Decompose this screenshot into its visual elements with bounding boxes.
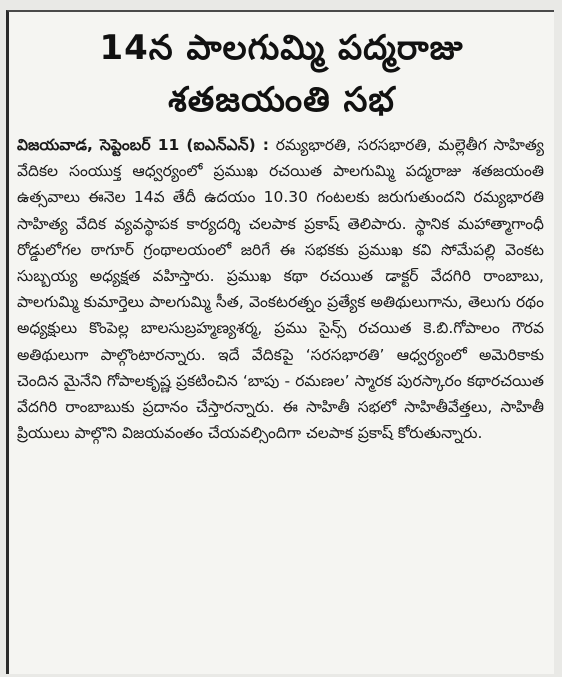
article-body	[17, 132, 544, 446]
headline	[9, 12, 554, 126]
headline-line-2: శతజయంతి సభ	[168, 80, 395, 120]
article-dateline: విజయవాడ, సెప్టెంబర్ 11 (ఐఎన్ఎన్) :	[17, 136, 270, 154]
article-text: రమ్యభారతి, సరసభారతి, మల్లెతీగ సాహిత్య వేదికల సంయుక్త ఆధ్వర్యంలో ప్రముఖ రచయిత పాలగుమ్మి పద్మరాజు శతజయంతి ఉత్సవాలు ఈనెల 14వ తేదీ ఉదయం 10.30 గంటలకు జరుగుతుందని రమ్యభారతి సాహిత్య వేదిక వ్యవస్థాపక కార్యదర్శి చలపాక ప్రకాష్ తెలిపారు. స్థానిక మహాత్మాగాంధీ రోడ్డులోగల ఠాగూర్ గ్రంథాలయంలో జరిగే ఈ సభకకు ప్రముఖ కవి సోమేపల్లి వెంకట సుబ్బయ్య అధ్యక్షత వహిస్తారు. ప్రముఖ కథా రచయిత డాక్టర్ వేదగిరి రాంబాబు, పాలగుమ్మి కుమార్తెలు పాలగుమ్మి సీత, వెంకటరత్నం ప్రత్యేక అతిథులుగాను, తెలుగు రథం అధ్యక్షులు కొంపెల్ల బాలసుబ్రహ్మణ్యశర్మ, ప్రము సైన్స్ రచయిత కె.బి.గోపాలం గౌరవ అతిథులుగా పాల్గొంటారన్నారు. ఇదే వేదికపై ‘సరసభారతి’ ఆధ్వర్యంలో అమెరికాకు చెందిన మైనేని గోపాలకృష్ణ ప్రకటించిన ‘బాపు - రమణల’ స్మారక పురస్కారం కథారచయిత వేదగిరి రాంబాబుకు ప్రదానం చేస్తారన్నారు. ఈ సాహితీ సభలో సాహితీవేత్తలు, సాహితీ ప్రియులు పాల్గొని విజయవంతం చేయవల్సిందిగా చలపాక ప్రకాష్ కోరుతున్నారు.	[17, 136, 545, 443]
headline-line-1: 14న పాలగుమ్మి పద్మరాజు	[99, 28, 464, 68]
newspaper-clipping	[6, 10, 554, 674]
